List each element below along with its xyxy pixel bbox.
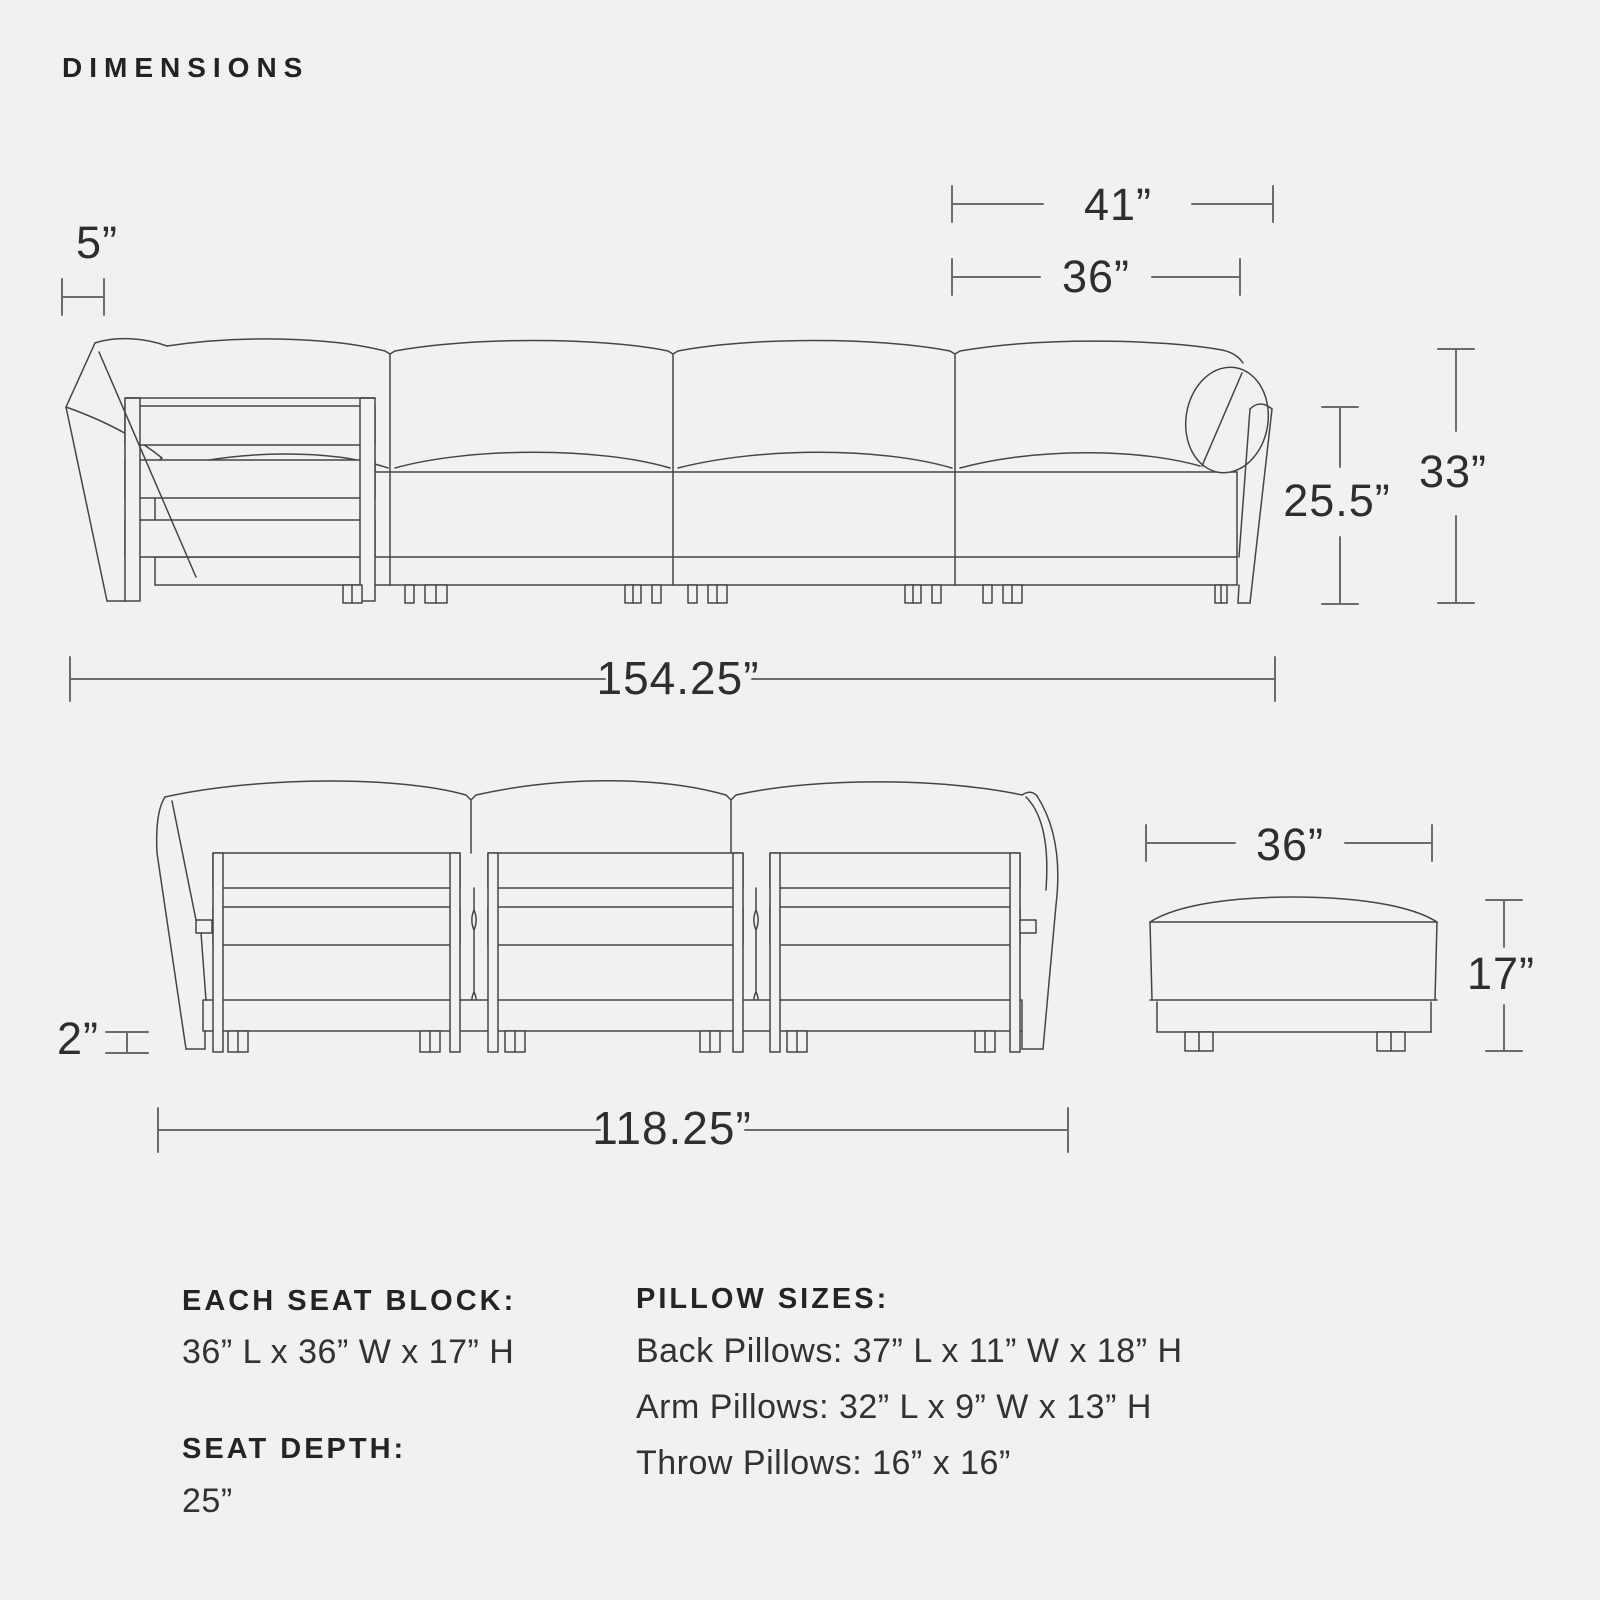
dim-label-ottoman-width: 36” [1255,819,1325,870]
dim-label-seat-width: 36” [1061,251,1131,302]
dim-label-seat-height: 25.5” [1283,475,1391,526]
back-view-legs [228,1031,995,1052]
dim-label-overall-length: 154.25” [596,652,760,704]
sofa-back-view-drawing [157,781,1058,1052]
sofa-side-view-drawing [66,339,1276,603]
dim-label-ottoman-height: 17” [1466,948,1536,999]
side-view-legs [343,585,1227,603]
seat-block-value: 36” L x 36” W x 17” H [182,1333,515,1371]
pillow-sizes-heading: PILLOW SIZES: [636,1283,890,1315]
dim-label-back-length: 118.25” [592,1102,752,1154]
seat-depth-heading: SEAT DEPTH: [182,1433,407,1465]
dim-label-overall-height: 33” [1418,446,1488,497]
ottoman-drawing [1150,897,1437,1051]
pillow-throw-line: Throw Pillows: 16” x 16” [636,1444,1011,1482]
seat-block-heading: EACH SEAT BLOCK: [182,1285,517,1317]
seat-depth-value: 25” [182,1482,233,1520]
page-title: DIMENSIONS [62,52,310,83]
dim-label-arm-width: 5” [75,217,119,268]
pillow-back-line: Back Pillows: 37” L x 11” W x 18” H [636,1332,1183,1370]
dim-label-end-seat-width: 41” [1083,179,1153,230]
ottoman-legs [1185,1032,1405,1051]
pillow-arm-line: Arm Pillows: 32” L x 9” W x 13” H [636,1388,1152,1426]
dim-label-leg-height: 2” [56,1013,100,1064]
